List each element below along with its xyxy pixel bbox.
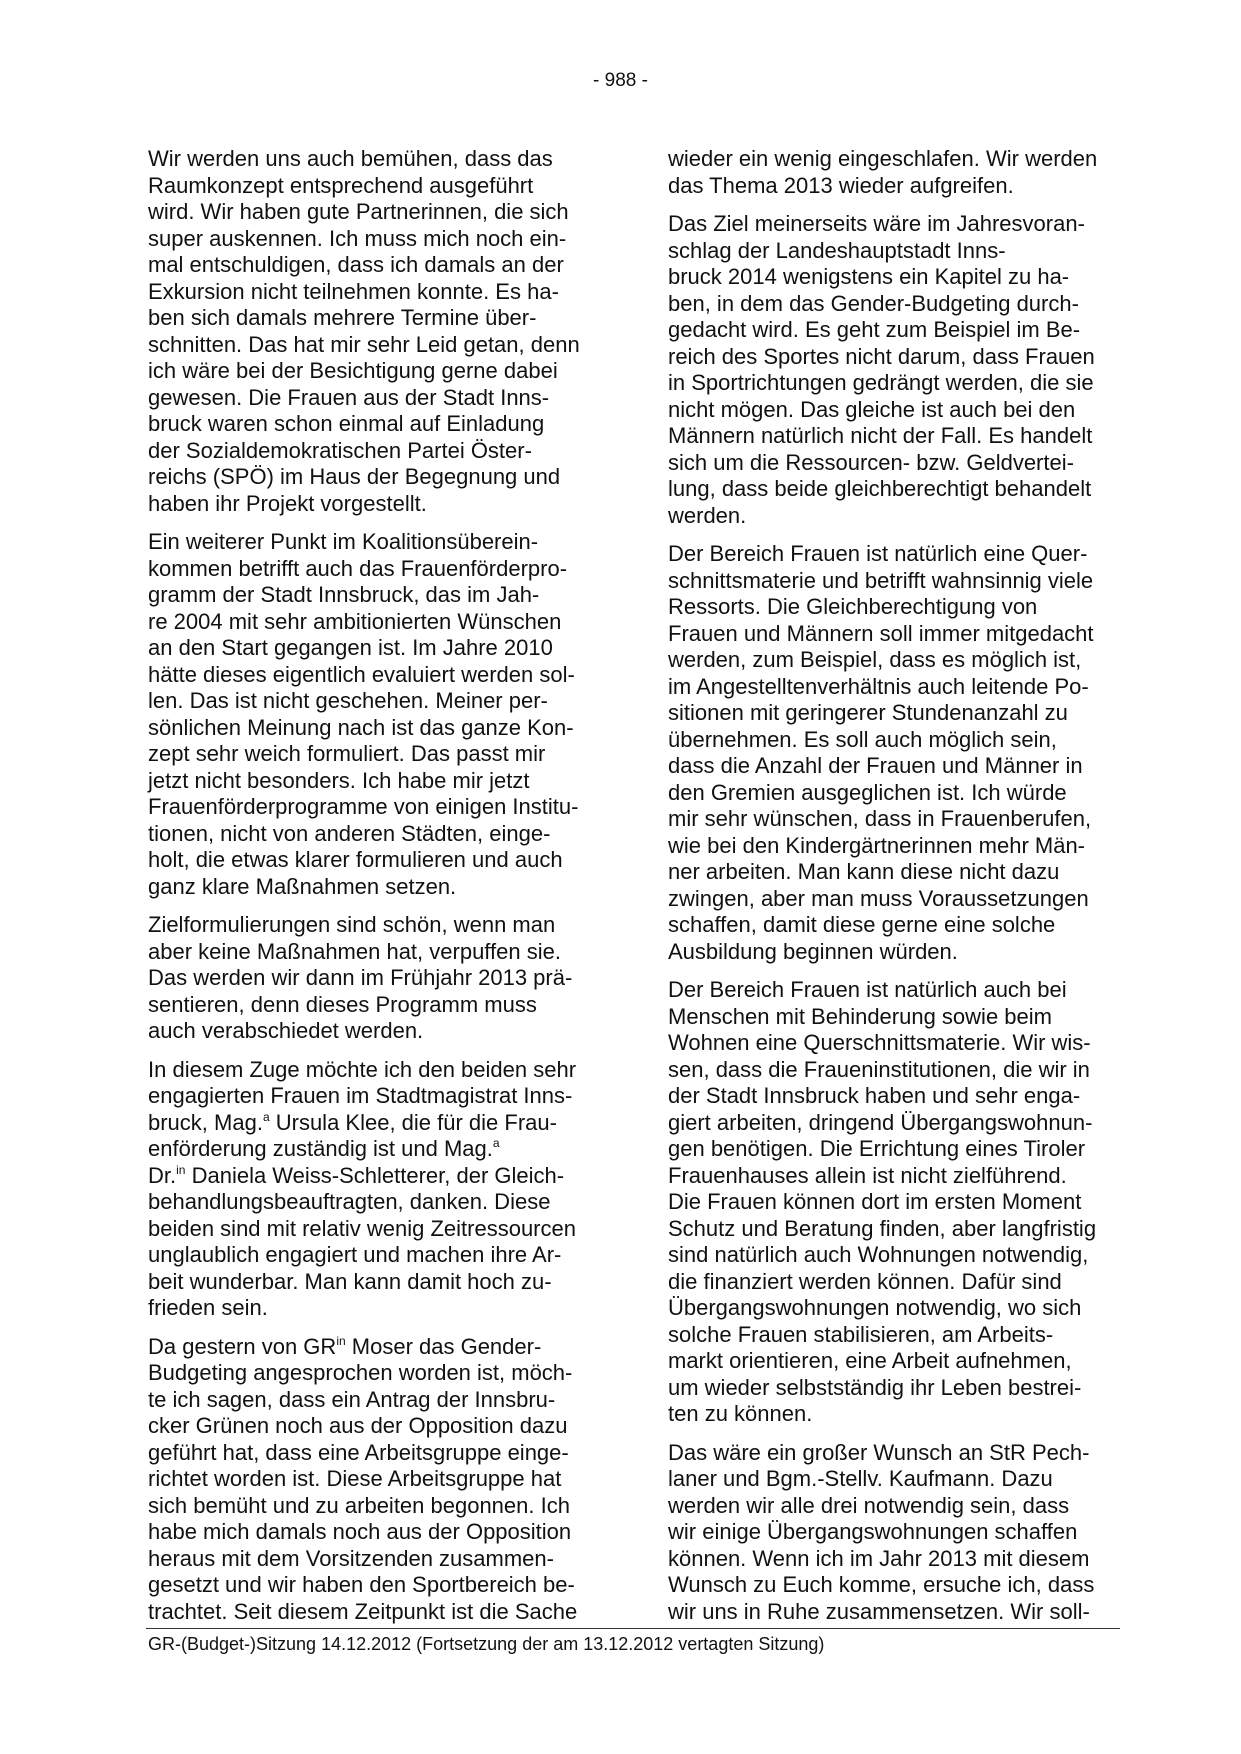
text-line xyxy=(148,1334,608,1361)
text-line: wir einige Übergangswohnungen schaffen xyxy=(668,1519,1078,1544)
text-line: schaffen, damit diese gerne eine solche xyxy=(668,912,1056,937)
text-line: sen, dass die Fraueninstitutionen, die wir in xyxy=(668,1056,1090,1082)
paragraph xyxy=(148,529,608,900)
text-line: zwingen, aber man muss Voraussetzungen xyxy=(668,885,1089,911)
text-line: gen benötigen. Die Errichtung eines Tiroler xyxy=(668,1136,1086,1161)
text-line: laner und Bgm.-Stellv. Kaufmann. Dazu xyxy=(668,1466,1053,1491)
text-line xyxy=(148,1110,608,1137)
text-line: Die Frauen können dort im ersten Moment xyxy=(668,1189,1082,1214)
text-line: richtet worden ist. Diese Arbeitsgruppe hat xyxy=(148,1466,562,1491)
text-line: markt orientieren, eine Arbeit aufnehmen, xyxy=(668,1348,1072,1373)
text-line: Budgeting angesprochen worden ist, möch- xyxy=(148,1360,573,1385)
text-line: Frauen und Männern soll immer mitgedacht xyxy=(668,620,1094,646)
text-line: Ausbildung beginnen würden. xyxy=(668,938,958,964)
text-line: wird. Wir haben gute Partnerinnen, die sich xyxy=(148,199,569,224)
text-line: Wohnen eine Querschnittsmaterie. Wir wis- xyxy=(668,1030,1091,1055)
text-line: Wir werden uns auch bemühen, dass das xyxy=(148,146,553,171)
paragraph xyxy=(668,541,1118,965)
text-run: enförderung zuständig ist und Mag. xyxy=(148,1136,493,1161)
text-line: in Sportrichtungen gedrängt werden, die sie xyxy=(668,370,1094,395)
text-line: Der Bereich Frauen ist natürlich auch bei xyxy=(668,977,1067,1002)
text-line: mal entschuldigen, dass ich damals an der xyxy=(148,252,564,277)
text-line: ten zu können. xyxy=(668,1401,813,1426)
text-line xyxy=(148,1136,608,1163)
text-line: gesetzt und wir haben den Sportbereich be- xyxy=(148,1572,575,1597)
text-line: Ressorts. Die Gleichberechtigung von xyxy=(668,594,1038,619)
text-line: werden. xyxy=(668,502,747,528)
text-line: trachtet. Seit diesem Zeitpunkt ist die Sache xyxy=(148,1598,578,1624)
text-run: Ursula Klee, die für die Frau- xyxy=(269,1109,557,1135)
text-line: heraus mit dem Vorsitzenden zusammen- xyxy=(148,1545,554,1571)
text-line: Exkursion nicht teilnehmen konnte. Es ha- xyxy=(148,278,559,304)
text-line: unglaublich engagiert und machen ihre Ar- xyxy=(148,1242,562,1267)
text-line: geführt hat, dass eine Arbeitsgruppe einge- xyxy=(148,1439,569,1465)
text-line: werden wir alle drei notwendig sein, dass xyxy=(668,1492,1070,1518)
text-line: Frauenförderprogramme von einigen Institu- xyxy=(148,794,579,819)
text-line: gramm der Stadt Innsbruck, das im Jah- xyxy=(148,582,540,607)
paragraph xyxy=(668,977,1118,1428)
paragraph xyxy=(148,1334,608,1626)
footer-session-info: GR-(Budget-)Sitzung 14.12.2012 (Fortsetzung der am 13.12.2012 vertagten Sitzung) xyxy=(148,1634,825,1654)
text-line: Das Ziel meinerseits wäre im Jahresvoran- xyxy=(668,211,1085,236)
text-line: können. Wenn ich im Jahr 2013 mit diesem xyxy=(668,1545,1090,1571)
text-line: Raumkonzept entsprechend ausgeführt xyxy=(148,172,534,198)
text-line: ben sich damals mehrere Termine über- xyxy=(148,305,537,330)
text-line: jetzt nicht besonders. Ich habe mir jetzt xyxy=(148,767,530,793)
text-line: gedacht wird. Es geht zum Beispiel im Be- xyxy=(668,317,1081,342)
text-line: aber keine Maßnahmen hat, verpuffen sie. xyxy=(148,938,561,964)
paragraph xyxy=(668,146,1118,199)
paragraph xyxy=(148,1057,608,1322)
text-line: beit wunderbar. Man kann damit hoch zu- xyxy=(148,1268,552,1294)
text-line: In diesem Zuge möchte ich den beiden sehr xyxy=(148,1056,577,1082)
text-line: habe mich damals noch aus der Opposition xyxy=(148,1519,572,1544)
text-line: um wieder selbstständig ihr Leben bestrei- xyxy=(668,1374,1082,1400)
text-line: der Stadt Innsbruck haben und sehr enga- xyxy=(668,1083,1081,1108)
text-line: nicht mögen. Das gleiche ist auch bei den xyxy=(668,396,1076,422)
text-line: haben ihr Projekt vorgestellt. xyxy=(148,490,427,516)
text-line: sentieren, denn dieses Programm muss xyxy=(148,991,537,1017)
page-number: - 988 - xyxy=(593,70,648,91)
text-line: Menschen mit Behinderung sowie beim xyxy=(668,1003,1052,1029)
superscript: in xyxy=(176,1162,186,1177)
text-line: wie bei den Kindergärtnerinnen mehr Män- xyxy=(668,832,1086,858)
text-line: lung, dass beide gleichberechtigt behandelt xyxy=(668,476,1092,501)
text-line: dass die Anzahl der Frauen und Männer in xyxy=(668,753,1083,778)
text-line: sönlichen Meinung nach ist das ganze Kon- xyxy=(148,714,574,740)
text-run: bruck, Mag. xyxy=(148,1109,263,1135)
text-line: übernehmen. Es soll auch möglich sein, xyxy=(668,726,1057,752)
text-line: Der Bereich Frauen ist natürlich eine Quer- xyxy=(668,541,1088,566)
text-line: auch verabschiedet werden. xyxy=(148,1018,424,1043)
superscript: a xyxy=(262,1109,270,1124)
text-line: im Angestelltenverhältnis auch leitende Po- xyxy=(668,673,1089,699)
text-line: Männern natürlich nicht der Fall. Es handelt xyxy=(668,423,1093,448)
text-line: bruck 2014 wenigstens ein Kapitel zu ha- xyxy=(668,264,1070,289)
text-block xyxy=(148,1189,608,1322)
text-line: werden, zum Beispiel, dass es möglich ist, xyxy=(668,647,1082,672)
text-line: gewesen. Die Frauen aus der Stadt Inns- xyxy=(148,384,550,410)
text-line: Das wäre ein großer Wunsch an StR Pech- xyxy=(668,1439,1090,1465)
text-line: hätte dieses eigentlich evaluiert werden sol- xyxy=(148,661,575,687)
text-line: beiden sind mit relativ wenig Zeitressourcen xyxy=(148,1215,576,1241)
text-line: Schutz und Beratung finden, aber langfristig xyxy=(668,1215,1097,1241)
text-line: der Sozialdemokratischen Partei Öster- xyxy=(148,437,532,463)
text-line: len. Das ist nicht geschehen. Meiner per- xyxy=(148,688,548,713)
text-line: behandlungsbeauftragten, danken. Diese xyxy=(148,1189,551,1214)
text-line: ich wäre bei der Besichtigung gerne dabei xyxy=(148,358,558,383)
text-run: Da gestern von GR xyxy=(148,1333,337,1359)
text-line: Das werden wir dann im Frühjahr 2013 prä- xyxy=(148,965,573,990)
text-block xyxy=(148,1360,608,1625)
paragraph xyxy=(148,912,608,1045)
text-line: reichs (SPÖ) im Haus der Begegnung und xyxy=(148,464,561,489)
text-line: wir uns in Ruhe zusammensetzen. Wir soll- xyxy=(668,1598,1090,1624)
text-line: kommen betrifft auch das Frauenförderpro- xyxy=(148,555,568,581)
text-line: schnitten. Das hat mir sehr Leid getan, denn xyxy=(148,331,580,357)
text-line: solche Frauen stabilisieren, am Arbeits- xyxy=(668,1321,1054,1347)
paragraph xyxy=(668,1440,1118,1626)
text-line: ben, in dem das Gender-Budgeting durch- xyxy=(668,290,1079,316)
text-run: Moser das Gender- xyxy=(345,1333,542,1359)
text-line: Wunsch zu Euch komme, ersuche ich, dass xyxy=(668,1572,1095,1597)
text-line: Ein weiterer Punkt im Koalitionsüberein- xyxy=(148,529,539,554)
text-line: re 2004 mit sehr ambitionierten Wünschen xyxy=(148,608,562,634)
text-line: den Gremien ausgeglichen ist. Ich würde xyxy=(668,779,1067,805)
text-line: cker Grünen noch aus der Opposition dazu xyxy=(148,1413,568,1438)
paragraph xyxy=(668,211,1118,529)
text-line: an den Start gegangen ist. Im Jahre 2010 xyxy=(148,635,553,660)
text-line: engagierten Frauen im Stadtmagistrat Inns- xyxy=(148,1083,573,1108)
text-run: Daniela Weiss-Schletterer, der Gleich- xyxy=(185,1162,565,1188)
text-line: Frauenhauses allein ist nicht zielführend. xyxy=(668,1162,1067,1188)
text-line: schnittsmaterie und betrifft wahnsinnig viele xyxy=(668,567,1094,593)
right-column xyxy=(668,146,1118,1637)
text-line: Zielformulierungen sind schön, wenn man xyxy=(148,912,556,937)
text-line: schlag der Landeshauptstadt Inns- xyxy=(668,237,1006,263)
text-run: Dr. xyxy=(148,1162,177,1188)
text-line xyxy=(148,1163,608,1190)
left-column xyxy=(148,146,608,1637)
text-line: holt, die etwas klarer formulieren und auch xyxy=(148,847,563,872)
paragraph xyxy=(148,146,608,517)
superscript: a xyxy=(492,1136,500,1150)
text-line: frieden sein. xyxy=(148,1295,268,1320)
footer-divider xyxy=(146,1628,1120,1629)
text-line: ganz klare Maßnahmen setzen. xyxy=(148,873,457,899)
text-line: tionen, nicht von anderen Städten, einge- xyxy=(148,820,551,846)
text-line: sitionen mit geringerer Stundenanzahl zu xyxy=(668,700,1068,725)
text-line: mir sehr wünschen, dass in Frauenberufen, xyxy=(668,806,1092,831)
text-line: Übergangswohnungen notwendig, wo sich xyxy=(668,1295,1082,1320)
text-line: sich um die Ressourcen- bzw. Geldvertei- xyxy=(668,449,1074,475)
text-line: ner arbeiten. Man kann diese nicht dazu xyxy=(668,859,1060,884)
text-line: sich bemüht und zu arbeiten begonnen. Ich xyxy=(148,1492,570,1518)
text-line: sind natürlich auch Wohnungen notwendig, xyxy=(668,1242,1089,1267)
text-line: wieder ein wenig eingeschlafen. Wir werden xyxy=(668,146,1098,171)
text-line: zept sehr weich formuliert. Das passt mir xyxy=(148,741,546,766)
text-line: reich des Sportes nicht darum, dass Frauen xyxy=(668,343,1095,369)
text-line: bruck waren schon einmal auf Einladung xyxy=(148,411,545,436)
text-line: das Thema 2013 wieder aufgreifen. xyxy=(668,172,1014,198)
text-line: die finanziert werden können. Dafür sind xyxy=(668,1268,1062,1294)
text-line: giert arbeiten, dringend Übergangswohnun- xyxy=(668,1109,1093,1135)
superscript: in xyxy=(336,1333,346,1348)
text-line: super auskennen. Ich muss mich noch ein- xyxy=(148,225,567,251)
text-line: te ich sagen, dass ein Antrag der Innsbru- xyxy=(148,1386,556,1412)
